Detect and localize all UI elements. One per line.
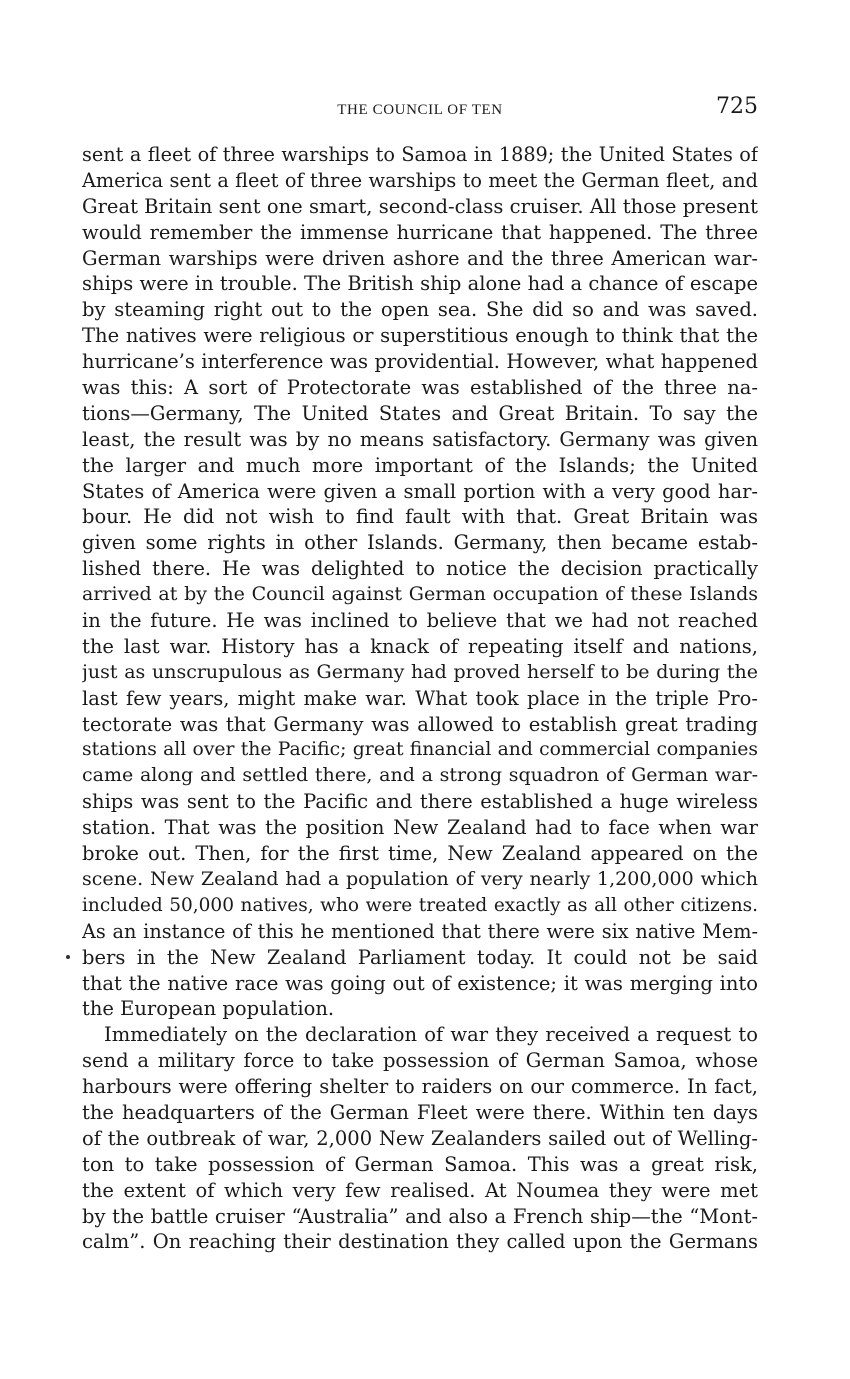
text-line: the extent of which very few realised. At Noumea they were met	[82, 1178, 758, 1202]
text-line: the headquarters of the German Fleet were there. Within ten days	[82, 1100, 758, 1124]
text-line: included 50,000 natives, who were treated exactly as all other citizens.	[82, 894, 758, 916]
text-line: station. That was the position New Zealand had to face when war	[82, 816, 758, 840]
text-line: in the future. He was inclined to believe that we had not reached	[82, 609, 758, 633]
text-line: least, the result was by no means satisfactory. Germany was given	[82, 427, 758, 451]
text-line: lished there. He was delighted to notice the decision practically	[82, 557, 758, 581]
text-line: came along and settled there, and a strong squadron of German war-	[82, 764, 758, 787]
running-header	[82, 94, 758, 126]
text-line: hurricane’s interference was providential. However, what happened	[82, 350, 758, 374]
text-line: stations all over the Pacific; great financial and commercial companies	[82, 739, 758, 761]
text-line: tions—Germany, The United States and Great Britain. To say the	[82, 401, 758, 425]
text-line: given some rights in other Islands. Germany, then became estab-	[82, 531, 758, 555]
text-line: would remember the immense hurricane that happened. The three	[82, 220, 758, 244]
text-line: As an instance of this he mentioned that there were six native Mem-	[82, 919, 758, 943]
text-line: tectorate was that Germany was allowed to establish great trading	[82, 712, 758, 736]
text-line: the larger and much more important of the Islands; the United	[82, 453, 758, 477]
margin-mark	[66, 955, 70, 959]
text-line: ton to take possession of German Samoa. This was a great risk,	[82, 1152, 758, 1176]
text-line: German warships were driven ashore and the three American war-	[82, 246, 758, 270]
text-line: the last war. History has a knack of repeating itself and nations,	[82, 634, 758, 658]
text-line: bour. He did not wish to find fault with that. Great Britain was	[82, 505, 758, 529]
text-line: bers in the New Zealand Parliament today. It could not be said	[82, 945, 758, 969]
text-line: by steaming right out to the open sea. She did so and was saved.	[82, 298, 758, 322]
text-line: ships were in trouble. The British ship alone had a chance of escape	[82, 272, 758, 296]
text-line: ships was sent to the Pacific and there established a huge wireless	[82, 790, 758, 814]
text-line: the European population.	[82, 997, 335, 1021]
page-number: 725	[716, 94, 758, 119]
text-line: was this: A sort of Protectorate was established of the three na-	[82, 376, 758, 400]
text-line: The natives were religious or superstitious enough to think that the	[82, 324, 758, 348]
text-line: broke out. Then, for the first time, New Zealand appeared on the	[82, 842, 758, 866]
text-line: Immediately on the declaration of war they received a request to	[104, 1023, 758, 1047]
text-line: States of America were given a small portion with a very good har-	[82, 479, 758, 503]
text-line: that the native race was going out of existence; it was merging into	[82, 971, 758, 995]
text-line: last few years, might make war. What took place in the triple Pro-	[82, 686, 758, 710]
running-title: THE COUNCIL OF TEN	[337, 102, 503, 118]
text-line: Great Britain sent one smart, second-class cruiser. All those present	[82, 194, 758, 218]
text-line: harbours were offering shelter to raiders on our commerce. In fact,	[82, 1075, 758, 1099]
text-line: America sent a fleet of three warships to meet the German fleet, and	[82, 168, 758, 192]
text-line: send a military force to take possession of German Samoa, whose	[82, 1049, 758, 1073]
text-line: arrived at by the Council against German occupation of these Islands	[82, 583, 758, 606]
text-line: sent a fleet of three warships to Samoa in 1889; the United States of	[82, 143, 758, 166]
text-line: by the battle cruiser “Australia” and also a French ship—the “Mont-	[82, 1204, 758, 1228]
text-line: calm”. On reaching their destination they called upon the Germans	[82, 1230, 758, 1254]
body-text	[82, 142, 758, 1255]
text-line: scene. New Zealand had a population of very nearly 1,200,000 which	[82, 867, 758, 890]
text-line: of the outbreak of war, 2,000 New Zealanders sailed out of Welling-	[82, 1126, 758, 1150]
text-line: just as unscrupulous as Germany had proved herself to be during the	[82, 660, 758, 683]
